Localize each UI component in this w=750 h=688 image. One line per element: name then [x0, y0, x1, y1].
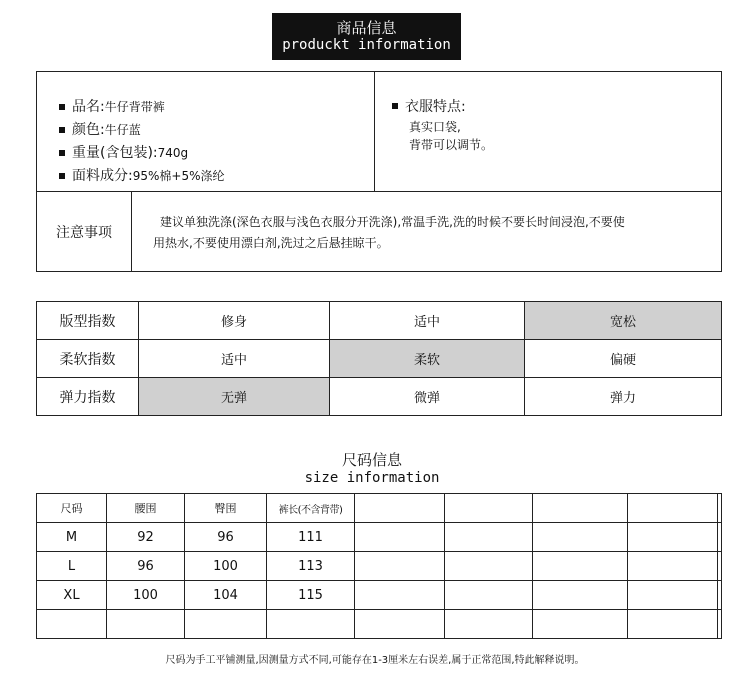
- size-cell: 96: [185, 523, 267, 552]
- size-header-cell: [445, 494, 533, 523]
- spec-label: 重量(含包装):: [72, 145, 158, 161]
- size-header-cell: [718, 494, 722, 523]
- size-cell: [445, 610, 533, 639]
- product-info-box: [36, 71, 722, 272]
- spec-label: 品名:: [72, 99, 105, 115]
- feature-title-text: 衣服特点:: [405, 99, 466, 115]
- index-option: 适中: [139, 340, 330, 378]
- size-cell: [718, 523, 722, 552]
- care-label: 注意事项: [37, 192, 132, 271]
- spec-label: 颜色:: [72, 122, 105, 138]
- size-cell: [628, 581, 718, 610]
- care-text: [153, 212, 693, 254]
- size-cell: [355, 581, 445, 610]
- bullet-icon: [59, 104, 65, 110]
- size-cell: 115: [267, 581, 355, 610]
- size-cell: 100: [107, 581, 185, 610]
- size-row: [37, 552, 722, 581]
- index-option: 偏硬: [525, 340, 722, 378]
- size-footnote: 尺码为手工平铺测量,因测量方式不同,可能存在1-3厘米左右误差,属于正常范围,特此解释说明。: [165, 655, 585, 666]
- size-header-cell: 裤长(不含背带): [267, 494, 355, 523]
- index-row: [37, 302, 722, 340]
- size-table: [36, 493, 722, 639]
- index-option: 修身: [139, 302, 330, 340]
- column-divider: [374, 72, 375, 192]
- product-info-title-cn: 商品信息: [336, 19, 397, 37]
- index-option-selected: 无弹: [139, 378, 330, 416]
- size-header-cell: [355, 494, 445, 523]
- size-cell: [37, 610, 107, 639]
- index-row: [37, 340, 722, 378]
- size-cell: [445, 581, 533, 610]
- size-cell: [533, 581, 628, 610]
- size-row: [37, 610, 722, 639]
- care-text-line-2: 用热水,不要使用漂白剂,洗过之后悬挂晾干。: [153, 236, 389, 250]
- size-cell: [355, 552, 445, 581]
- product-info-title-en: produckt information: [282, 37, 451, 53]
- spec-item-name: [59, 96, 224, 119]
- index-row-label: 柔软指数: [37, 340, 139, 378]
- size-cell: [718, 610, 722, 639]
- size-cell: [718, 552, 722, 581]
- size-cell: 113: [267, 552, 355, 581]
- index-option: 微弹: [330, 378, 525, 416]
- size-header-cell: [533, 494, 628, 523]
- section-title-product-info: [272, 13, 461, 60]
- care-text-line-1: 建议单独洗涤(深色衣服与浅色衣服分开洗涤),常温手洗,洗的时候不要长时间浸泡,不要使: [160, 215, 625, 229]
- bullet-icon: [59, 127, 65, 133]
- size-cell: [533, 523, 628, 552]
- size-cell: 92: [107, 523, 185, 552]
- size-cell: [185, 610, 267, 639]
- size-cell: [628, 610, 718, 639]
- spec-item-weight: [59, 142, 224, 165]
- section-title-size-info: [272, 451, 472, 487]
- feature-line: 背带可以调节。: [409, 138, 494, 152]
- feature-block: [392, 96, 493, 154]
- index-row: [37, 378, 722, 416]
- size-cell: [445, 552, 533, 581]
- index-option: 弹力: [525, 378, 722, 416]
- feature-title: [392, 96, 493, 118]
- spec-value: 牛仔背带裤: [104, 100, 165, 114]
- size-cell: XL: [37, 581, 107, 610]
- size-header-cell: 腰围: [107, 494, 185, 523]
- spec-value: 牛仔蓝: [104, 123, 141, 137]
- size-row: [37, 523, 722, 552]
- fit-index-table: [36, 301, 722, 416]
- size-cell: [533, 552, 628, 581]
- size-cell: [445, 523, 533, 552]
- spec-item-fabric: [59, 165, 224, 188]
- size-cell: [267, 610, 355, 639]
- size-header-cell: 尺码: [37, 494, 107, 523]
- spec-item-color: [59, 119, 224, 142]
- size-header-cell: 臀围: [185, 494, 267, 523]
- care-instructions-row: [37, 192, 721, 271]
- size-cell: M: [37, 523, 107, 552]
- size-cell: [628, 523, 718, 552]
- bullet-icon: [59, 150, 65, 156]
- size-table-header: [37, 494, 722, 523]
- size-cell: [355, 610, 445, 639]
- spec-value: 740g: [157, 146, 189, 160]
- product-info-top: [37, 72, 721, 192]
- bullet-icon: [59, 173, 65, 179]
- spec-value: 95%棉+5%涤纶: [132, 169, 225, 183]
- bullet-icon: [392, 103, 398, 109]
- index-option: 适中: [330, 302, 525, 340]
- size-cell: 100: [185, 552, 267, 581]
- size-cell: 111: [267, 523, 355, 552]
- size-cell: [628, 552, 718, 581]
- size-info-title-cn: 尺码信息: [341, 451, 402, 469]
- size-cell: 96: [107, 552, 185, 581]
- spec-list: [59, 96, 224, 188]
- spec-label: 面料成分:: [72, 168, 133, 184]
- size-cell: [718, 581, 722, 610]
- index-row-label: 版型指数: [37, 302, 139, 340]
- size-cell: 104: [185, 581, 267, 610]
- index-option-selected: 柔软: [330, 340, 525, 378]
- size-header-cell: [628, 494, 718, 523]
- size-cell: L: [37, 552, 107, 581]
- size-info-title-en: size information: [304, 470, 440, 486]
- index-row-label: 弹力指数: [37, 378, 139, 416]
- size-cell: [533, 610, 628, 639]
- size-cell: [107, 610, 185, 639]
- size-row: [37, 581, 722, 610]
- feature-line: 真实口袋,: [409, 120, 461, 134]
- size-cell: [355, 523, 445, 552]
- index-option-selected: 宽松: [525, 302, 722, 340]
